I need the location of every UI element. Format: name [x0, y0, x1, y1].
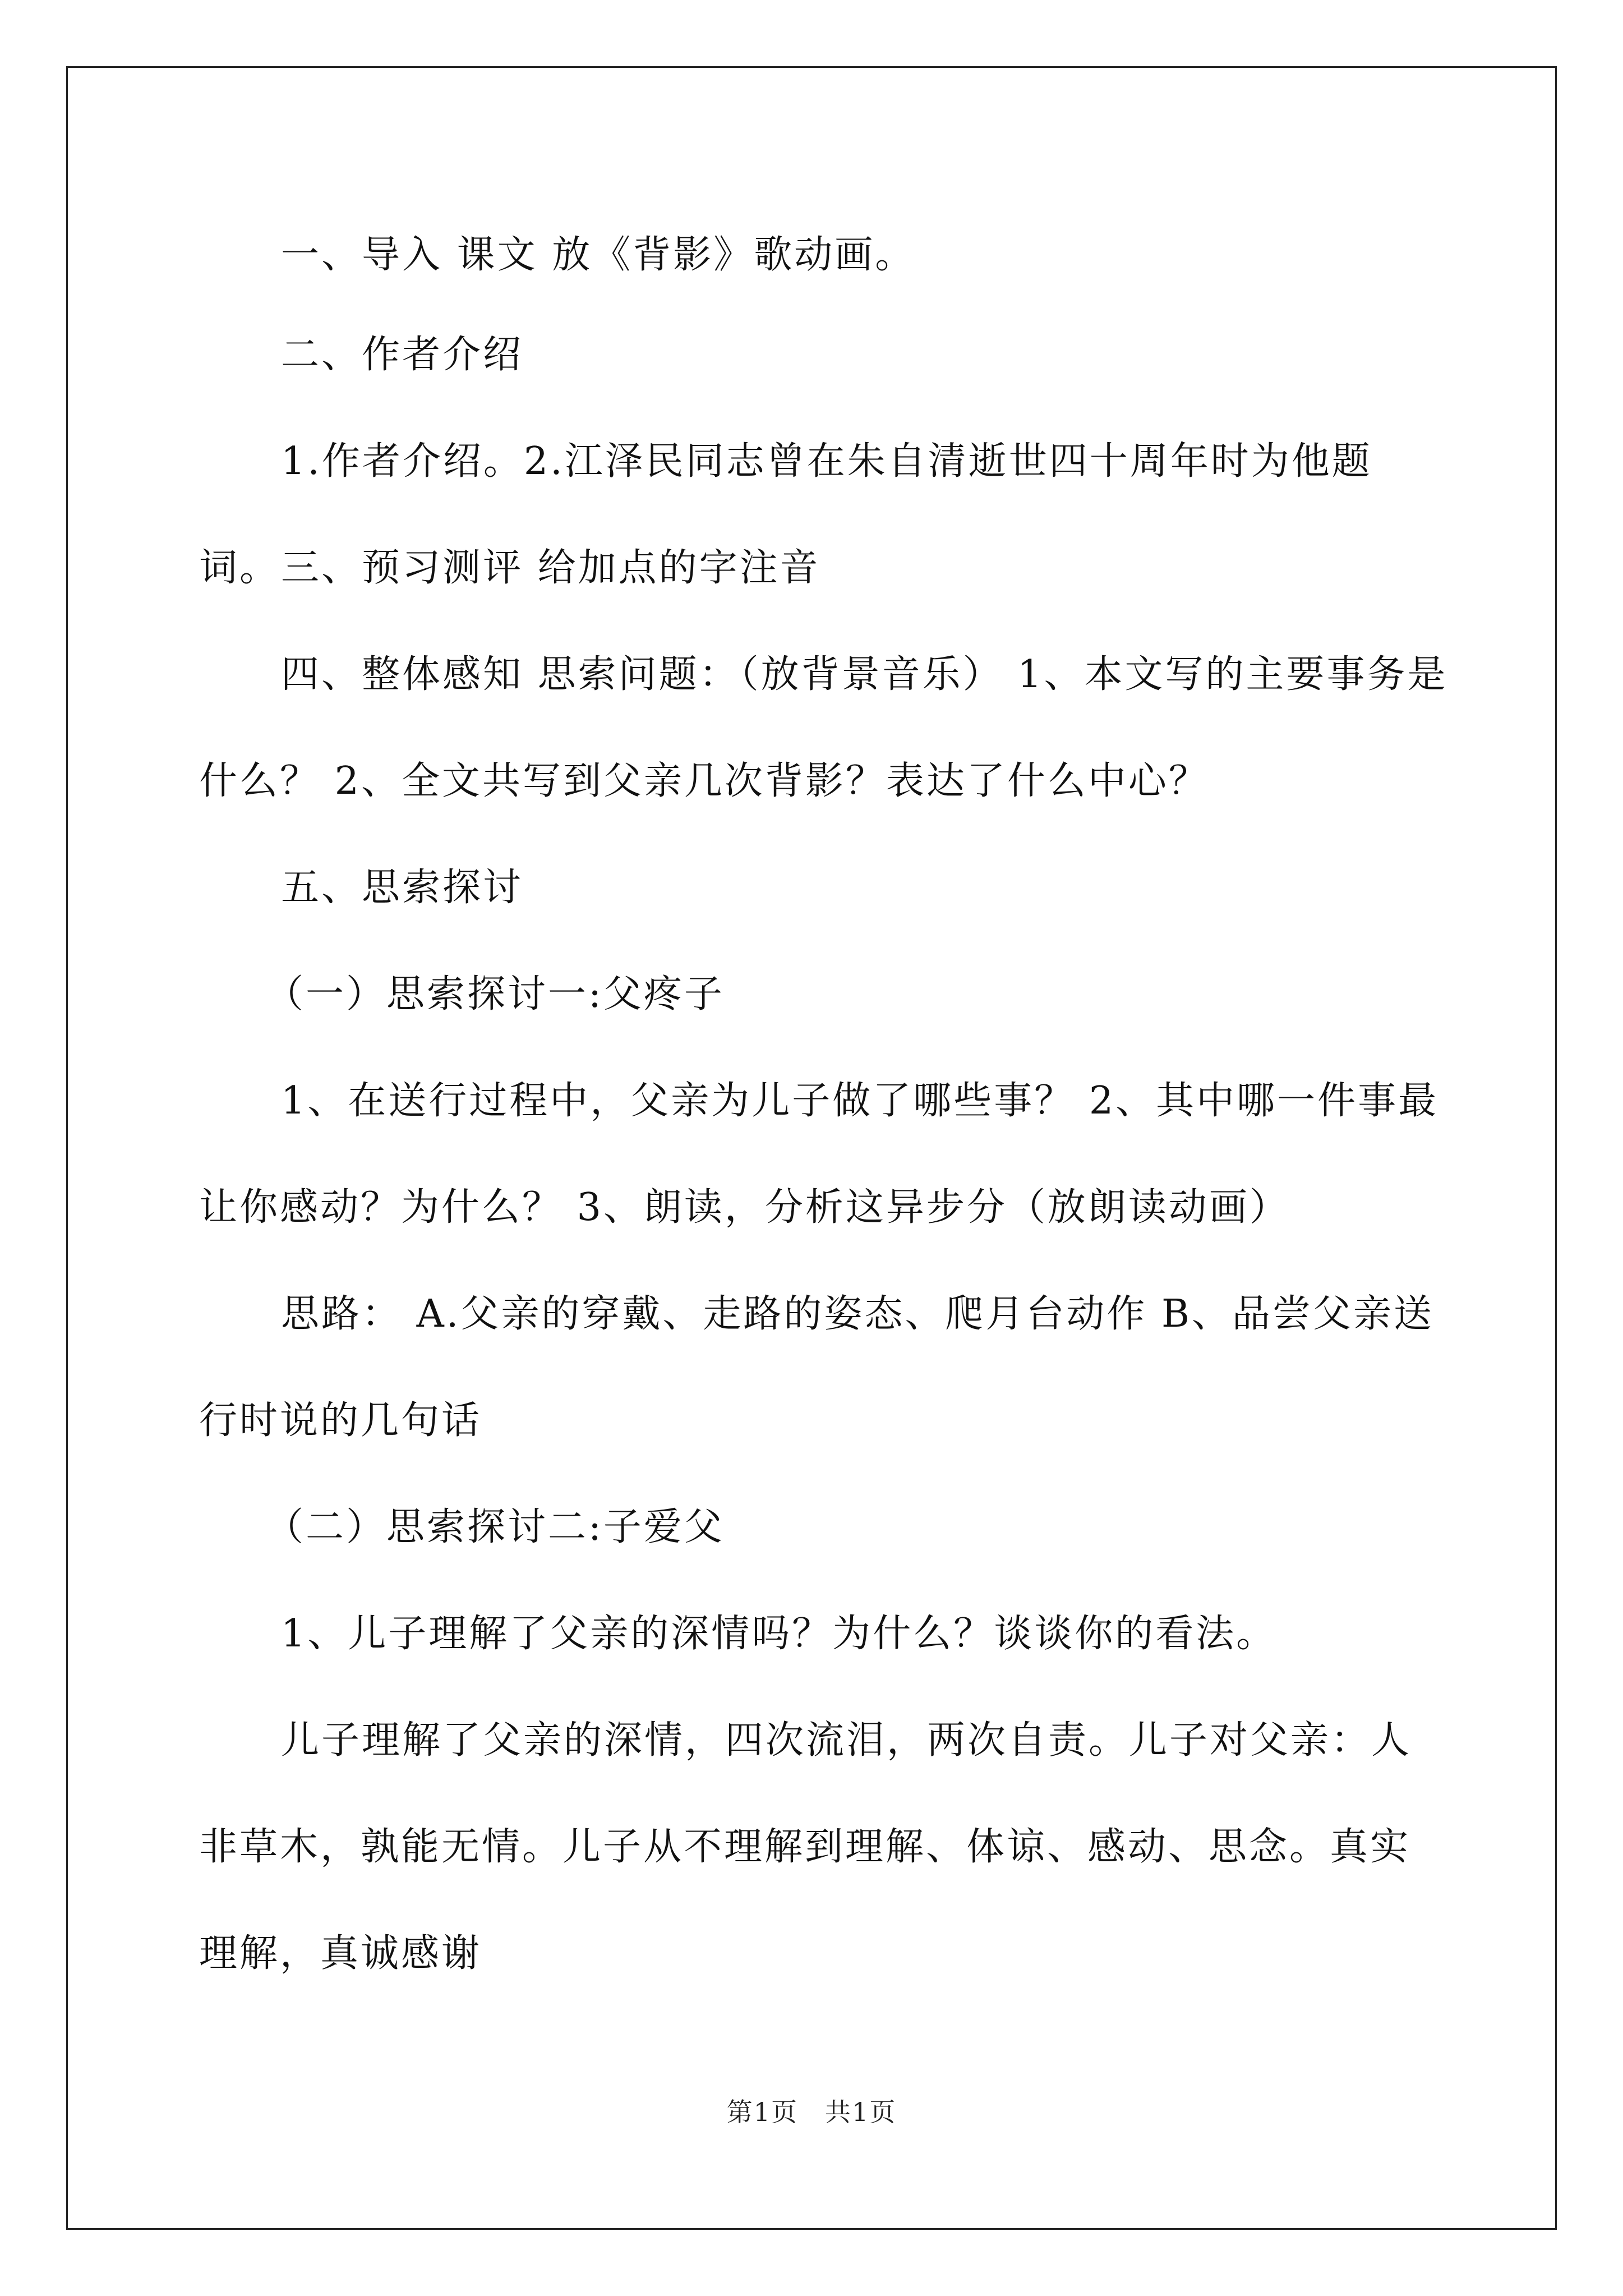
paragraph-preview-test: 三、预习测评 给加点的字注音 — [281, 546, 820, 590]
paragraph-discussion-one: （一）思索探讨一:父疼子 — [265, 972, 725, 1016]
paragraph-discussion-heading: 五、思索探讨 — [281, 866, 524, 910]
paragraph-answer: 儿子理解了父亲的深情，四次流泪，两次自责。儿子对父亲：人非草木，孰能无情。儿子从不理解到理解、体谅、感动、思念。真实理解，真诚感谢 — [199, 1718, 1412, 1976]
paragraph-author-heading: 二、作者介绍 — [281, 333, 524, 377]
paragraph-questions-one: 1、在送行过程中，父亲为儿子做了哪些事？ 2、其中哪一件事最让你感动？为什么？ 3、朗读，分析这异步分（放朗读动画） — [199, 1079, 1439, 1230]
paragraph-intro: 一、导入 课文 放《背影》歌动画。 — [281, 233, 916, 277]
paragraph-questions-two: 1、儿子理解了父亲的深情吗？为什么？谈谈你的看法。 — [281, 1612, 1277, 1656]
paragraph-author-intro: 1.作者介绍。2.江泽民同志曾在朱自清逝世四十周年时为他题词。 — [199, 439, 1372, 590]
paragraph-discussion-two: （二）思索探讨二:子爱父 — [265, 1505, 725, 1549]
page-footer: 第1页 共1页 — [726, 2097, 897, 2127]
paragraph-thinking-path: 思路： A.父亲的穿戴、走路的姿态、爬月台动作 B、品尝父亲送行时说的几句话 — [199, 1292, 1434, 1443]
paragraph-overall-perception: 四、整体感知 思索问题：（放背景音乐） 1、本文写的主要事务是什么？ 2、全文共写到父亲几次背影？表达了什么中心？ — [199, 652, 1448, 803]
